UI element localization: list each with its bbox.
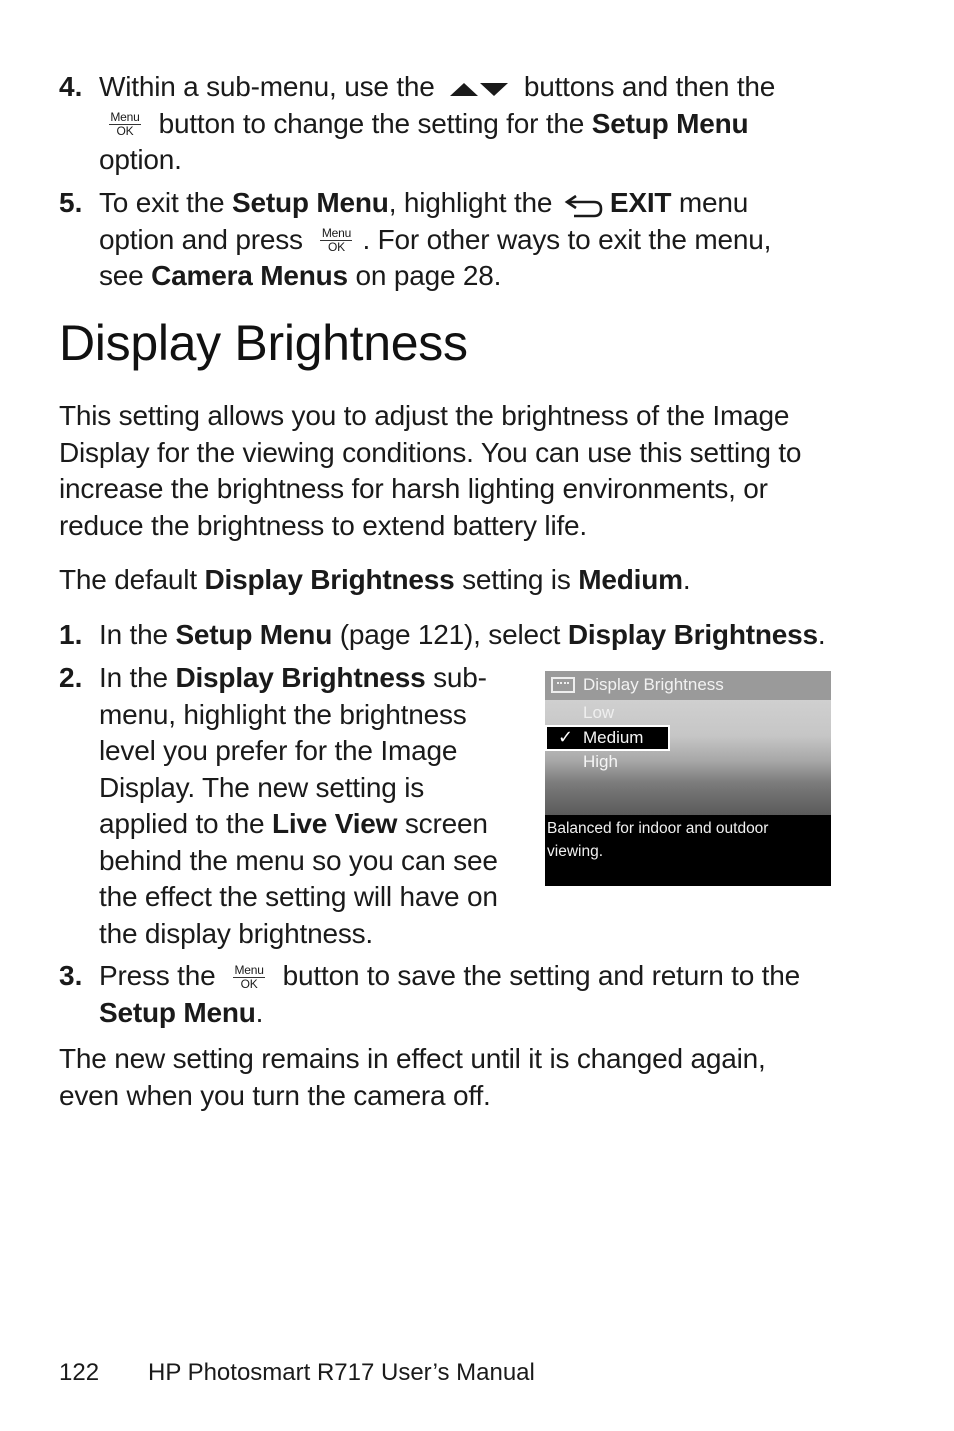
text: To exit the xyxy=(99,187,225,218)
text: level you prefer for the Image xyxy=(99,735,458,766)
text: increase the brightness for harsh lighting environments, or xyxy=(59,473,768,504)
text: even when you turn the camera off. xyxy=(59,1079,491,1111)
bold-text: Display Brightness xyxy=(204,564,455,595)
text: menu, highlight the brightness xyxy=(99,698,467,730)
text: applied to the xyxy=(99,808,265,839)
text: Display for the viewing conditions. You can use this setting to xyxy=(59,436,802,468)
text: . For other ways to exit the menu, xyxy=(362,223,772,255)
text: see xyxy=(99,260,144,291)
step-2-text xyxy=(99,660,539,952)
menu-ok-icon: Menu OK xyxy=(321,226,352,255)
text: The new setting remains in effect until it is changed again, xyxy=(59,1043,766,1074)
text: the effect the setting will have on xyxy=(99,881,498,912)
menu-ok-icon: Menu OK xyxy=(110,110,140,139)
text: menu xyxy=(678,187,749,218)
text: setting is xyxy=(462,564,571,595)
camera-screen-illustration xyxy=(545,671,831,886)
bold-text: Live View xyxy=(271,808,398,839)
text: Balanced for indoor and outdoor xyxy=(547,820,769,837)
menu-ok-icon: Menu OK xyxy=(234,962,264,991)
step-3-text xyxy=(99,958,899,1031)
text: Within a sub-menu, use the xyxy=(99,71,435,102)
bold-text: Setup Menu xyxy=(591,107,749,139)
text: button to change the setting for the xyxy=(158,107,585,139)
bold-text: Camera Menus xyxy=(151,260,348,291)
section-heading: Display Brightness xyxy=(59,315,468,371)
text: on page 28. xyxy=(355,260,502,291)
bold-text: Setup Menu xyxy=(175,619,333,650)
page-number: 122 xyxy=(59,1359,100,1386)
option-low[interactable]: Low xyxy=(583,703,615,722)
step-4-number: 4. xyxy=(59,71,83,102)
bold-text: Setup Menu xyxy=(99,996,256,1028)
text: (page 121), select xyxy=(339,619,561,650)
step-5-number: 5. xyxy=(59,187,83,218)
bold-text: Display Brightness xyxy=(175,662,426,693)
closing-paragraph xyxy=(59,1041,899,1114)
step-5-text xyxy=(99,185,879,295)
text: option. xyxy=(99,144,182,175)
text: option and press xyxy=(99,223,303,255)
text: behind the menu so you can see xyxy=(99,844,498,876)
option-medium[interactable]: Medium xyxy=(583,728,644,747)
text: This setting allows you to adjust the brightness of the Image xyxy=(59,400,790,431)
step-4-text xyxy=(99,69,859,179)
intro-paragraph xyxy=(59,398,899,544)
text: , highlight the xyxy=(388,187,553,218)
bold-text: Setup Menu xyxy=(232,187,389,218)
text: buttons and then the xyxy=(523,71,776,102)
bold-text: EXIT xyxy=(609,187,672,218)
option-high[interactable]: High xyxy=(583,752,618,771)
text: viewing. xyxy=(547,843,603,860)
text: sub- xyxy=(433,662,487,693)
text: . xyxy=(817,619,826,650)
checkmark-icon: ✓ xyxy=(558,727,574,747)
text: In the xyxy=(99,662,168,693)
default-setting-line xyxy=(59,562,899,599)
option-description xyxy=(547,817,827,863)
text: The default xyxy=(59,564,197,595)
step-1-number: 1. xyxy=(59,619,83,650)
bold-text: Medium xyxy=(578,564,683,595)
text: button to save the setting and return to the xyxy=(282,960,801,991)
text: . xyxy=(255,996,264,1028)
text: Display. The new setting is xyxy=(99,771,425,803)
up-down-arrows-icon xyxy=(448,79,510,99)
screen-title: Display Brightness xyxy=(583,675,724,694)
exit-arrow-icon xyxy=(564,191,604,219)
step-1-text xyxy=(99,617,899,654)
text: . xyxy=(682,564,691,595)
text: Press the xyxy=(99,960,216,991)
text: the display brightness. xyxy=(99,917,374,949)
bold-text: Display Brightness xyxy=(567,619,818,650)
display-brightness-icon xyxy=(551,677,575,693)
step-2-number: 2. xyxy=(59,662,83,693)
text: screen xyxy=(404,808,488,839)
step-3-number: 3. xyxy=(59,960,83,991)
text: In the xyxy=(99,619,168,650)
text: reduce the brightness to extend battery life. xyxy=(59,509,587,541)
footer-title: HP Photosmart R717 User’s Manual xyxy=(148,1359,535,1386)
